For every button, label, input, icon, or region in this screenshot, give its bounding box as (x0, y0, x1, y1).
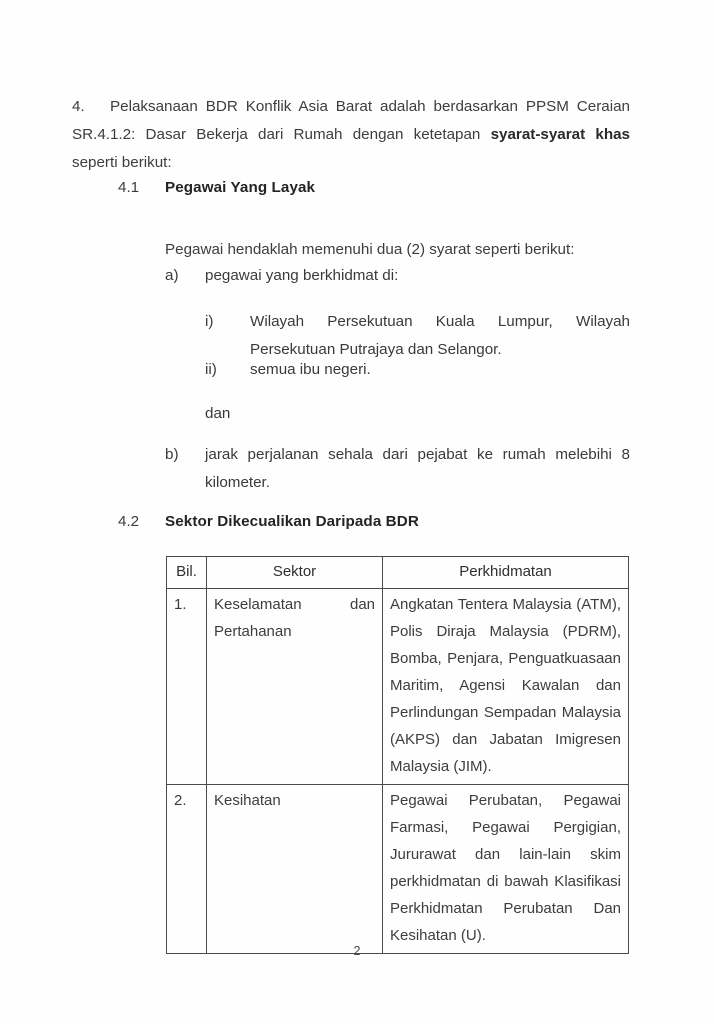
list-item-b (165, 441, 630, 497)
cell-perkhidmatan-2: Pegawai Perubatan, Pegawai Farmasi, Pegawai Pergigian, Jururawat dan lain-lain skim perkhidmatan di bawah Klasifikasi Perkhidmatan Perubatan Dan Kesihatan (U). (383, 785, 629, 954)
cell-perkhidmatan-1: Angkatan Tentera Malaysia (ATM), Polis Diraja Malaysia (PDRM), Bomba, Penjara, Penguatkuasaan Maritim, Agensi Kawalan dan Perlindungan Sempadan Malaysia (AKPS) dan Jabatan Imigresen Malaysia (JIM). (383, 589, 629, 785)
cell-sektor-1: Keselamatan dan Pertahanan (207, 589, 383, 785)
table-body (167, 589, 629, 954)
cell-sektor-2: Kesihatan (207, 785, 383, 954)
list-item-roman-i-marker: i) (205, 313, 214, 330)
list-item-a-marker: a) (165, 267, 179, 284)
column-header-sektor: Sektor (207, 557, 383, 589)
conjunction-dan: dan (205, 405, 231, 422)
sector-exemption-table (166, 556, 629, 954)
section-title-4-2: Sektor Dikecualikan Daripada BDR (165, 513, 419, 530)
list-item-roman-i-text: Wilayah Persekutuan Kuala Lumpur, Wilayah Persekutuan Putrajaya dan Selangor. (250, 313, 630, 358)
section-number-4-2: 4.2 (118, 513, 140, 530)
page-number: 2 (353, 944, 361, 958)
section-title-4-1: Pegawai Yang Layak (165, 179, 316, 196)
list-item-b-marker: b) (165, 446, 179, 463)
list-item-a (165, 262, 630, 290)
column-header-bil: Bil. (167, 557, 207, 589)
table-header (167, 557, 629, 589)
paragraph-4-bold-phrase: syarat-syarat khas (490, 126, 630, 144)
section-4-1-lead-text: Pegawai hendaklah memenuhi dua (2) syarat seperti berikut: (165, 241, 575, 259)
list-item-b-text: jarak perjalanan sehala dari pejabat ke rumah melebihi 8 kilometer. (205, 446, 630, 491)
cell-bil-1: 1. (167, 589, 207, 785)
paragraph-4-text-part1: Pelaksanaan BDR Konflik Asia Barat adalah berdasarkan PPSM Ceraian SR.4.1.2: Dasar Bekerja dari Rumah dengan ketetapan (72, 98, 630, 144)
list-item-roman-ii-marker: ii) (205, 361, 217, 378)
section-number-4-1: 4.1 (118, 179, 140, 196)
section-heading-4-1 (118, 174, 315, 202)
table-header-row (167, 557, 629, 589)
paragraph-4-text-part2: seperti berikut: (72, 154, 172, 172)
table-row (167, 785, 629, 954)
list-item-roman-ii-text: semua ibu negeri. (250, 361, 371, 378)
section-heading-4-2 (118, 508, 419, 536)
paragraph-4-marker: 4. (72, 98, 85, 116)
cell-bil-2: 2. (167, 785, 207, 954)
list-item-a-text: pegawai yang berkhidmat di: (205, 267, 399, 284)
paragraph-4 (72, 93, 630, 177)
column-header-perkhidmatan: Perkhidmatan (383, 557, 629, 589)
table-row (167, 589, 629, 785)
list-item-roman-ii (205, 356, 630, 384)
